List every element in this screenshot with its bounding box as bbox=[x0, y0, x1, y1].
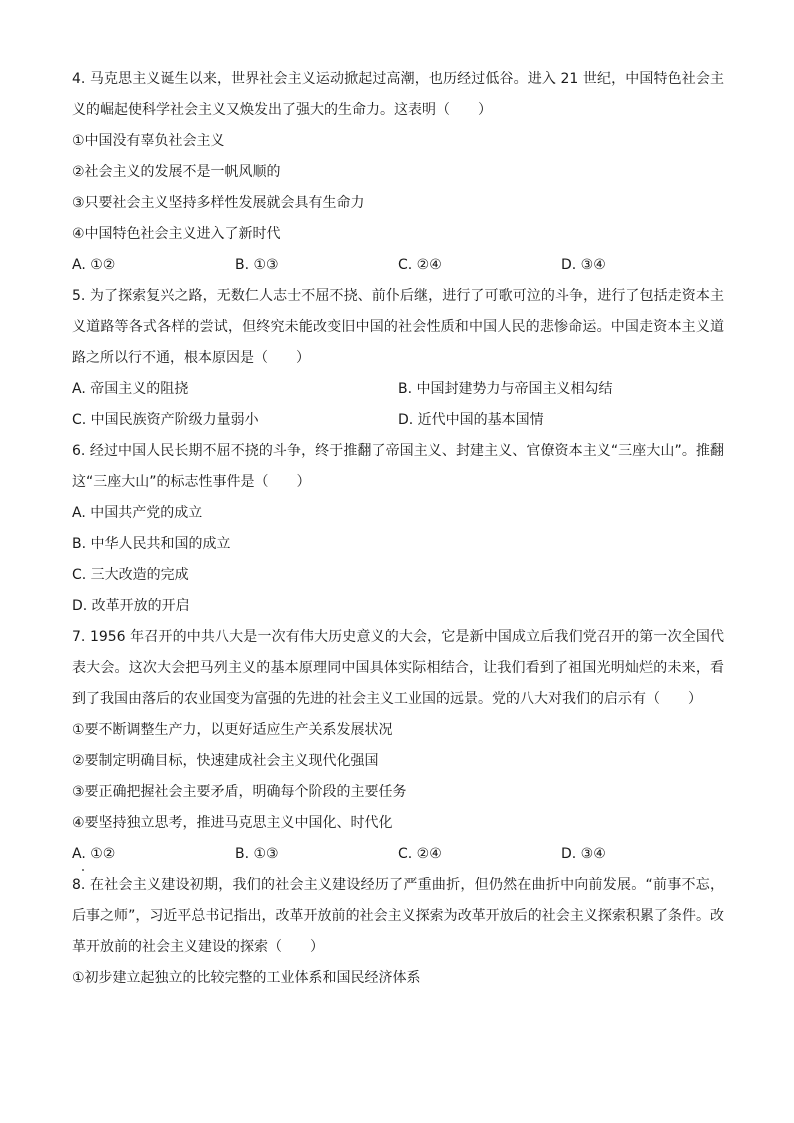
option-b[interactable]: B. 中国封建势力与帝国主义相勾结 bbox=[398, 381, 613, 397]
answer-options bbox=[72, 405, 724, 436]
option-a[interactable]: A. 中国共产党的成立 bbox=[72, 505, 203, 521]
question-6 bbox=[72, 436, 724, 622]
option-a[interactable]: A. ①② bbox=[72, 257, 116, 273]
question-5 bbox=[72, 281, 724, 436]
statement-item: ③只要社会主义坚持多样性发展就会具有生命力 bbox=[72, 195, 365, 211]
statement-item: ②要制定明确目标，快速建成社会主义现代化强国 bbox=[72, 753, 379, 769]
answer-options bbox=[72, 374, 724, 405]
option-a[interactable]: A. ①② bbox=[72, 846, 116, 862]
exam-page bbox=[72, 64, 724, 994]
option-c[interactable]: C. 中国民族资产阶级力量弱小 bbox=[72, 412, 259, 428]
option-d[interactable]: D. 改革开放的开启 bbox=[72, 598, 190, 614]
answer-options bbox=[72, 839, 724, 870]
question-8 bbox=[72, 870, 724, 994]
question-stem: 4. 马克思主义诞生以来，世界社会主义运动掀起过高潮，也历经过低谷。进入 21 世纪，中国特色社会主义的崛起使科学社会主义又焕发出了强大的生命力。这表明（ ） bbox=[72, 71, 724, 118]
question-4 bbox=[72, 64, 724, 281]
option-c[interactable]: C. 三大改造的完成 bbox=[72, 567, 189, 583]
question-stem: 5. 为了探索复兴之路，无数仁人志士不屈不挠、前仆后继，进行了可歌可泣的斗争，进行了包括走资本主义道路等各式各样的尝试，但终究未能改变旧中国的社会性质和中国人民的悲惨命运。中国走资本主义道路之所以行不通，根本原因是（ ） bbox=[72, 288, 724, 366]
statement-item: ④中国特色社会主义进入了新时代 bbox=[72, 226, 281, 242]
option-d[interactable]: D. ③④ bbox=[561, 846, 606, 862]
statement-item: ①要不断调整生产力，以更好适应生产关系发展状况 bbox=[72, 722, 393, 738]
option-d[interactable]: D. ③④ bbox=[561, 257, 606, 273]
statement-item: ④要坚持独立思考，推进马克思主义中国化、时代化 bbox=[72, 815, 393, 831]
option-c[interactable]: C. ②④ bbox=[398, 257, 442, 273]
question-stem: 6. 经过中国人民长期不屈不挠的斗争，终于推翻了帝国主义、封建主义、官僚资本主义“三座大山”。推翻这“三座大山”的标志性事件是（ ） bbox=[72, 443, 724, 490]
question-stem: 7. 1956 年召开的中共八大是一次有伟大历史意义的大会，它是新中国成立后我们党召开的第一次全国代表大会。这次大会把马列主义的基本原理同中国具体实际相结合，让我们看到了祖国光明灿烂的未来，看到了我国由落后的农业国变为富强的先进的社会主义工业国的远景。党的八大对我们的启示有（ ） bbox=[72, 629, 724, 707]
statement-item: ③要正确把握社会主要矛盾，明确每个阶段的主要任务 bbox=[72, 784, 407, 800]
statement-item: ①中国没有辜负社会主义 bbox=[72, 133, 225, 149]
question-7 bbox=[72, 622, 724, 870]
option-b[interactable]: B. ①③ bbox=[235, 257, 279, 273]
option-c[interactable]: C. ②④ bbox=[398, 846, 442, 862]
option-b[interactable]: B. 中华人民共和国的成立 bbox=[72, 536, 231, 552]
stray-dot-mark bbox=[82, 869, 84, 871]
option-b[interactable]: B. ①③ bbox=[235, 846, 279, 862]
answer-options bbox=[72, 250, 724, 281]
option-d[interactable]: D. 近代中国的基本国情 bbox=[398, 412, 544, 428]
question-stem: 8. 在社会主义建设初期，我们的社会主义建设经历了严重曲折，但仍然在曲折中向前发展。“前事不忘，后事之师”，习近平总书记指出，改革开放前的社会主义探索为改革开放后的社会主义探索积累了条件。改革开放前的社会主义建设的探索（ ） bbox=[72, 877, 724, 955]
statement-item: ①初步建立起独立的比较完整的工业体系和国民经济体系 bbox=[72, 970, 421, 986]
option-a[interactable]: A. 帝国主义的阻挠 bbox=[72, 381, 189, 397]
statement-item: ②社会主义的发展不是一帆风顺的 bbox=[72, 164, 281, 180]
